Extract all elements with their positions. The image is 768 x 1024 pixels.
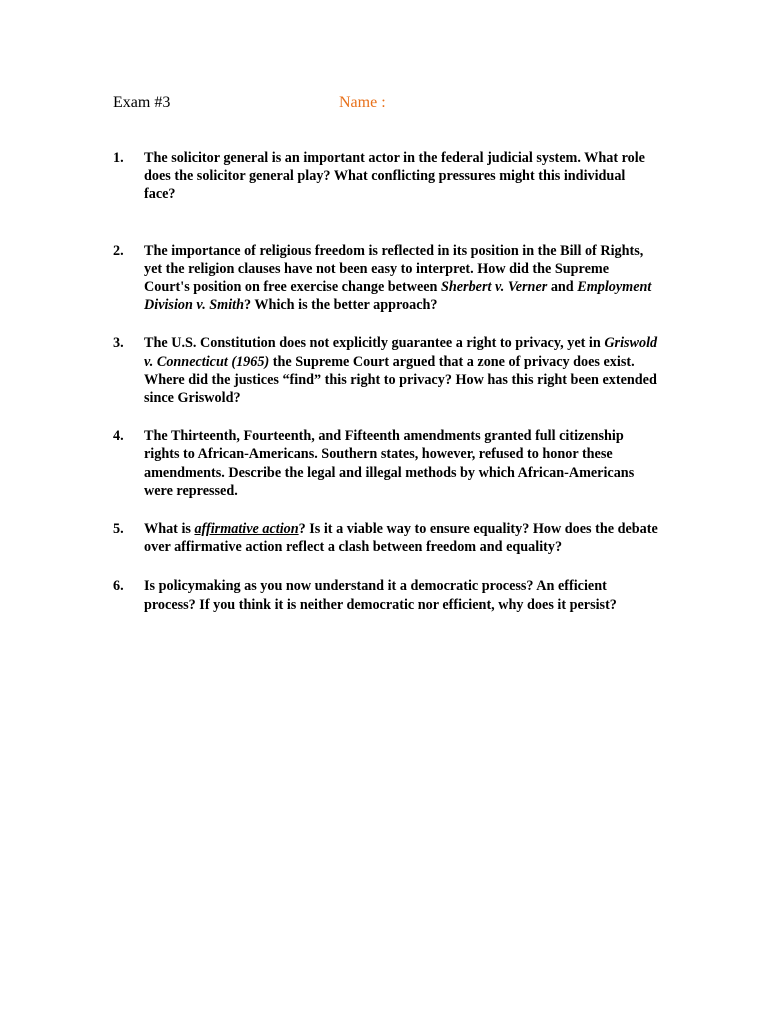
question-text: and	[547, 279, 578, 296]
question-number: 5.	[113, 521, 124, 538]
question-4	[113, 427, 658, 500]
question-text: The importance of religious freedom is reflected in its position in the Bill of Rights, yet the religion clauses have not been easy to interpret. How did the Supreme Court's position on free exercise change between	[144, 242, 644, 296]
question-text: The U.S. Constitution does not explicitly guarantee a right to privacy, yet in	[144, 335, 605, 352]
key-term: affirmative action	[194, 521, 299, 538]
question-number: 4.	[113, 428, 124, 445]
question-1	[113, 149, 658, 204]
question-list	[113, 149, 658, 614]
question-text: Is policymaking as you now understand it a democratic process? An efficient process? If you think it is neither democratic nor efficient, why does it persist?	[144, 578, 617, 613]
question-text: ? Is it a viable way to ensure equality? How does the debate over affirmative action reflect a clash between freedom and equality?	[144, 521, 658, 556]
question-number: 6.	[113, 578, 124, 595]
question-text: The Thirteenth, Fourteenth, and Fifteenth amendments granted full citizenship rights to African-Americans. Southern states, however, refused to honor these amendments. Describe the legal and illegal methods by which African-Americans were repressed.	[144, 428, 635, 499]
case-name: Sherbert v. Verner	[440, 279, 548, 296]
exam-title: Exam #3	[113, 94, 171, 111]
question-text: What is	[144, 521, 195, 538]
question-number: 1.	[113, 150, 124, 166]
question-text: ? Which is the better approach?	[243, 297, 438, 314]
case-name: Employment Division v. Smith	[144, 279, 652, 314]
question-number: 2.	[113, 242, 124, 259]
question-text: The solicitor general is an important actor in the federal judicial system. What role does the solicitor general play? What conflicting pressures might this individual face?	[144, 150, 645, 203]
case-name: Griswold v. Connecticut (1965)	[144, 335, 658, 370]
question-6	[113, 577, 658, 613]
question-2	[113, 242, 658, 315]
question-3	[113, 334, 658, 407]
question-5	[113, 520, 658, 556]
exam-header	[113, 94, 673, 116]
question-number: 3.	[113, 335, 124, 352]
question-text: the Supreme Court argued that a zone of privacy does exist. Where did the justices “find” this right to privacy? How has this right been extended since Griswold?	[144, 353, 657, 407]
name-label: Name :	[339, 94, 386, 111]
